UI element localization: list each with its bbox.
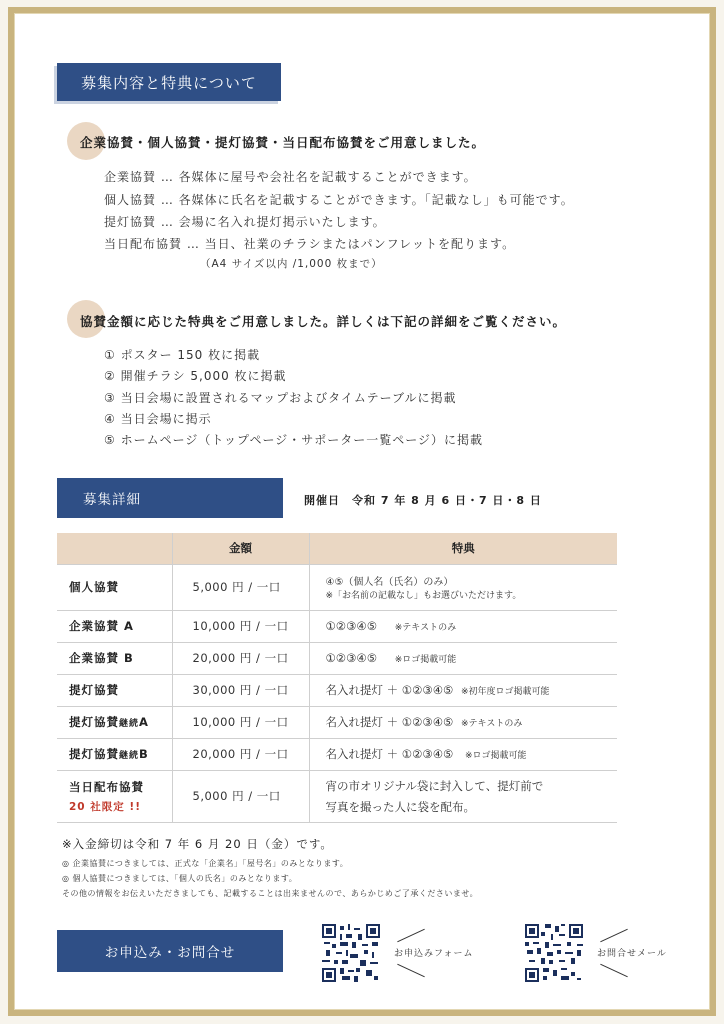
row-benefit [309, 770, 617, 822]
row-amount: 10,000 円 / 一口 [172, 610, 309, 642]
row-amount: 5,000 円 / 一口 [172, 770, 309, 822]
table-header-benefit: 特典 [309, 533, 617, 564]
table-header-blank [57, 533, 172, 564]
row-name: 企業協賛 A [57, 610, 172, 642]
row-name [57, 770, 172, 822]
sponsorship-table [57, 533, 617, 823]
row-benefit-note: ※ロゴ掲載可能 [394, 655, 457, 665]
payment-deadline: ※入金締切は令和 7 年 6 月 20 日（金）です。 [62, 837, 333, 851]
table-row [57, 642, 617, 674]
row-benefit-note: ※テキストのみ [394, 623, 457, 633]
qr-code-mail-icon[interactable] [525, 924, 583, 982]
row-amount: 5,000 円 / 一口 [172, 564, 309, 610]
sponsor-line: 個人協賛 … 各媒体に氏名を記載することができます。「記載なし」も可能です。 [104, 193, 574, 207]
fine-note: ◎ 個人協賛につきましては、「個人の氏名」のみとなります。 [62, 874, 298, 883]
row-benefit-line: 名入れ提灯 ＋ ①②③④⑤ [325, 747, 454, 761]
row-benefit [309, 564, 617, 610]
row-name: 企業協賛 B [57, 642, 172, 674]
row-name [57, 738, 172, 770]
benefits-heading: 協賛金額に応じた特典をご用意しました。詳しくは下記の詳細をご覧ください。 [80, 314, 567, 329]
qr-code-form-icon[interactable] [322, 924, 380, 982]
sponsor-line: 当日配布協賛 … 当日、社業のチラシまたはパンフレットを配ります。 [104, 237, 516, 251]
row-name-tail: B [139, 747, 149, 761]
details-banner [57, 478, 283, 518]
row-name: 提灯協賛 [57, 674, 172, 706]
row-benefit [309, 642, 617, 674]
row-benefit-line: 宵の市オリジナル袋に封入して、提灯前で [325, 778, 544, 793]
table-header-amount: 金額 [172, 533, 309, 564]
contact-banner [57, 930, 283, 972]
benefit-item: ② 開催チラシ 5,000 枚に掲載 [104, 369, 287, 383]
details-title: 募集詳細 [83, 492, 141, 508]
row-name-tail: A [139, 715, 149, 729]
row-name-limit: 20 社限定 !! [69, 800, 141, 813]
fine-note: ◎ 企業協賛につきましては、正式な「企業名」「屋号名」のみとなります。 [62, 859, 349, 868]
table-header-row [57, 533, 617, 564]
row-amount: 10,000 円 / 一口 [172, 706, 309, 738]
table-row [57, 610, 617, 642]
fine-note: その他の情報をお伝えいただきましても、記載することは出来ませんので、あらかじめご了承くださいませ。 [62, 889, 479, 898]
contact-title: お申込み・お問合せ [104, 945, 236, 961]
row-name-main: 提灯協賛 [69, 747, 119, 761]
row-benefit-line: ①②③④⑤ [325, 651, 378, 665]
event-date: 開催日 令和 7 年 8 月 6 日・7 日・8 日 [304, 494, 542, 507]
table-row [57, 770, 617, 822]
section-title-banner [57, 63, 281, 101]
row-benefit [309, 706, 617, 738]
row-amount: 20,000 円 / 一口 [172, 738, 309, 770]
table-row [57, 738, 617, 770]
table-row [57, 564, 617, 610]
section-title: 募集内容と特典について [81, 73, 257, 92]
row-name-main: 提灯協賛 [69, 715, 119, 729]
row-benefit-note: ※ロゴ掲載可能 [465, 751, 527, 761]
sponsor-line: 企業協賛 … 各媒体に屋号や会社名を記載することができます。 [104, 170, 477, 184]
form-label: お申込みフォーム [394, 949, 474, 959]
row-benefit-line: ④⑤（個人名（氏名）のみ） [325, 577, 454, 588]
row-name [57, 706, 172, 738]
table-row [57, 674, 617, 706]
row-benefit [309, 674, 617, 706]
row-benefit [309, 738, 617, 770]
row-benefit-line: 写真を撮った人に袋を配布。 [325, 799, 475, 814]
benefit-item: ⑤ ホームページ（トップページ・サポーター一覧ページ）に掲載 [104, 433, 484, 447]
mail-label: お問合せメール [597, 949, 667, 959]
benefit-item: ④ 当日会場に掲示 [104, 412, 212, 426]
row-benefit-line: 名入れ提灯 ＋ ①②③④⑤ [325, 683, 454, 697]
row-name-suffix: 継続 [119, 751, 140, 761]
row-benefit-note: ※テキストのみ [461, 719, 523, 729]
row-benefit [309, 610, 617, 642]
row-name-main: 当日配布協賛 [69, 779, 144, 794]
row-amount: 20,000 円 / 一口 [172, 642, 309, 674]
table-row [57, 706, 617, 738]
benefit-item: ① ポスター 150 枚に掲載 [104, 348, 261, 362]
benefit-item: ③ 当日会場に設置されるマップおよびタイムテーブルに掲載 [104, 391, 457, 405]
sponsor-line: 提灯協賛 … 会場に名入れ提灯掲示いたします。 [104, 215, 386, 229]
sponsor-types-heading: 企業協賛・個人協賛・提灯協賛・当日配布協賛をご用意しました。 [80, 135, 486, 150]
row-benefit-line: 名入れ提灯 ＋ ①②③④⑤ [325, 715, 454, 729]
row-benefit-note: ※「お名前の記載なし」もお選びいただけます。 [325, 591, 522, 601]
row-name: 個人協賛 [57, 564, 172, 610]
row-amount: 30,000 円 / 一口 [172, 674, 309, 706]
row-benefit-line: ①②③④⑤ [325, 619, 378, 633]
row-name-suffix: 継続 [119, 719, 140, 729]
size-note: （A4 サイズ以内 /1,000 枚まで） [200, 258, 383, 270]
row-benefit-note: ※初年度ロゴ掲載可能 [461, 687, 550, 697]
